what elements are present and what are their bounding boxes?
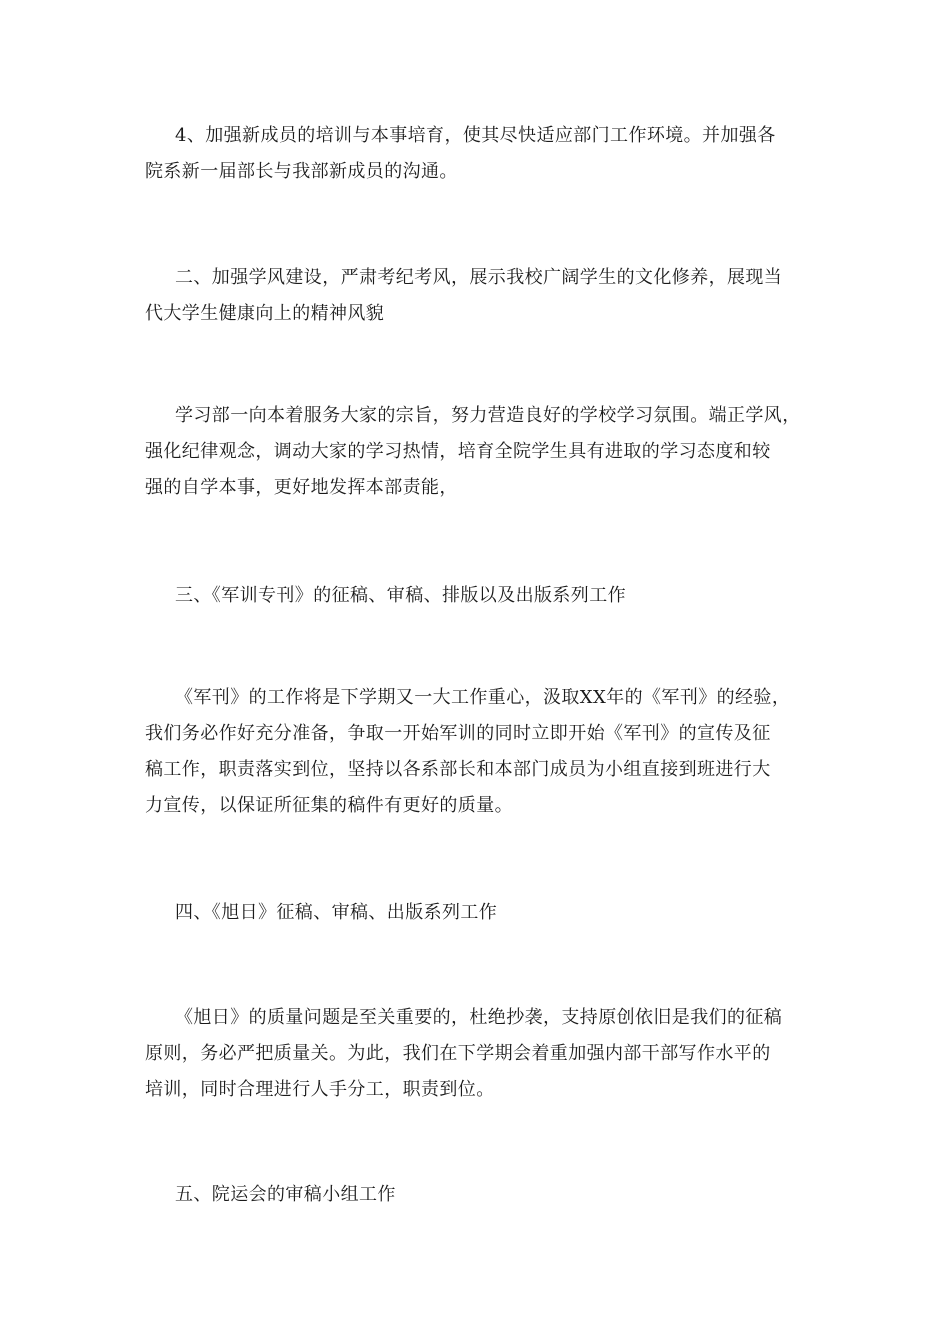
text-line: 学习部一向本着服务大家的宗旨，努力营造良好的学校学习氛围。端正学风， [175, 405, 801, 426]
text-line: 代大学生健康向上的精神风貌 [145, 303, 385, 324]
section-heading-4 [145, 895, 805, 931]
section-heading-3 [145, 578, 805, 614]
text-line: 原则，务必严把质量关。为此，我们在下学期会着重加强内部干部写作水平的 [145, 1043, 771, 1064]
section-heading-5 [145, 1177, 805, 1213]
text-line: 三、《军训专刊》的征稿、审稿、排版以及出版系列工作 [175, 585, 626, 606]
text-line: 力宣传，以保证所征集的稿件有更好的质量。 [145, 795, 513, 816]
section-heading-2 [145, 260, 805, 332]
text-line: 培训，同时合理进行人手分工，职责到位。 [145, 1079, 495, 1100]
text-line: 五、院运会的审稿小组工作 [175, 1184, 396, 1205]
text-line: 稿工作，职责落实到位，坚持以各系部长和本部门成员为小组直接到班进行大 [145, 759, 771, 780]
paragraph-body-2 [145, 398, 805, 506]
text-line: 强的自学本事，更好地发挥本部责能， [145, 477, 458, 498]
text-line: 《旭日》的质量问题是至关重要的，杜绝抄袭，支持原创依旧是我们的征稿 [175, 1007, 783, 1028]
text-line: 院系新一届部长与我部新成员的沟通。 [145, 161, 458, 182]
paragraph-item-4 [145, 118, 805, 190]
paragraph-body-4 [145, 1000, 805, 1108]
text-line: 强化纪律观念，调动大家的学习热情，培育全院学生具有进取的学习态度和较 [145, 441, 771, 462]
text-line: 四、《旭日》征稿、审稿、出版系列工作 [175, 902, 498, 923]
text-line: 二、加强学风建设，严肃考纪考风，展示我校广阔学生的文化修养，展现当 [175, 267, 783, 288]
text-line: 我们务必作好充分准备，争取一开始军训的同时立即开始《军刊》的宣传及征 [145, 723, 771, 744]
paragraph-body-3 [145, 680, 805, 824]
text-line: 4、加强新成员的培训与本事培育，使其尽快适应部门工作环境。并加强各 [175, 125, 776, 146]
text-line: 《军刊》的工作将是下学期又一大工作重心，汲取XX年的《军刊》的经验， [175, 687, 791, 708]
